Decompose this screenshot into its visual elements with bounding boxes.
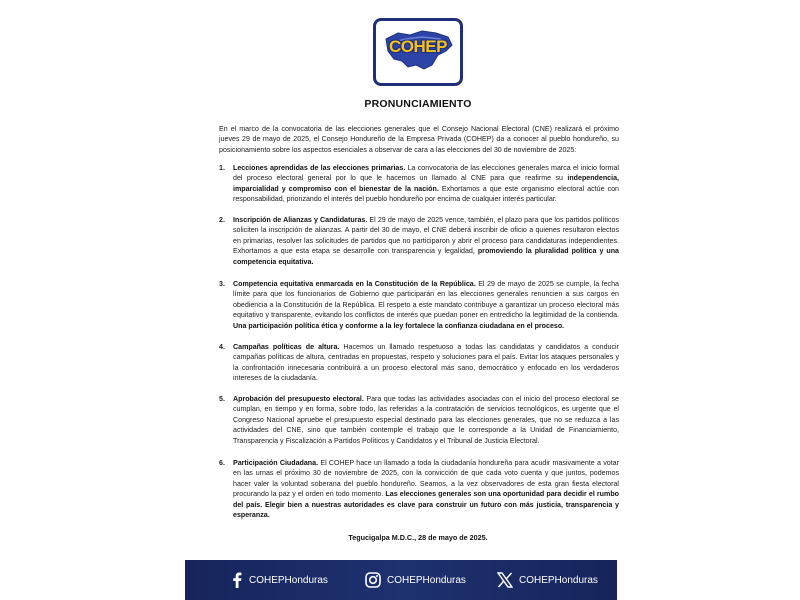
item-bold-text: promoviendo la pluralidad política y una competencia equitativa. <box>233 247 620 266</box>
list-item <box>219 279 619 331</box>
cohep-logo <box>373 18 463 86</box>
instagram-link[interactable] <box>365 571 466 589</box>
x-handle: COHEPHonduras <box>519 574 598 586</box>
item-heading: Competencia equitativa enmarcada en la Constitución de la República. <box>233 280 476 288</box>
item-text: Exhortamos a que este organismo electoral actúe con responsabilidad, priorizando el interés del pueblo hondureño por encima de cualquier interés particular. <box>233 184 620 204</box>
item-bold-text: Las elecciones generales son una oportunidad para decidir el rumbo del país. Elegir bien a nuestras autoridades es clave para construir un futuro con más justicia, transparencia y esperanza. <box>233 490 619 520</box>
item-text: El COHEP hace un llamado a toda la ciudadanía hondureña para acudir masivamente a votar en las urnas el próximo 30 de noviembre de 2025, con la convicción de que cada voto cuenta y que juntos, podemos hacer valer la voluntad soberana del pueblo hondureño. Seamos, a la vez observadores de esta gran fiesta electoral procurando la paz y el orden en todo momento. <box>233 459 619 499</box>
intro-paragraph: En el marco de la convocatoria de las elecciones generales que el Consejo Nacional Electoral (CNE) realizará el próximo jueves 29 de mayo de 2025, el Consejo Hondureño de la Empresa Privada (COHEP) da a conocer al pueblo hondureño, su posicionamiento sobre los aspectos esenciales a observar de cara a las elecciones del 30 de noviembre de 2025: <box>219 125 619 154</box>
item-bold-text: independencia, imparcialidad y compromiso con el bienestar de la nación. <box>233 174 619 193</box>
list-item <box>219 215 619 267</box>
instagram-handle: COHEPHonduras <box>387 574 466 586</box>
facebook-handle: COHEPHonduras <box>249 574 328 586</box>
item-number: 3. <box>219 280 225 288</box>
item-number: 1. <box>219 164 225 172</box>
item-text: Hacemos un llamado respetuoso a todas las candidatas y candidatos a conducir campañas políticas de altura, centradas en propuestas, respeto y soluciones para el país. Evitar los ataques personales y la confrontación innecesaria contribuirá a un proceso electoral más sano, democrático y enfocado en los verdaderos intereses de la ciudadanía. <box>233 343 619 383</box>
item-heading: Inscripción de Alianzas y Candidaturas. <box>233 216 368 224</box>
item-text: Para que todas las actividades asociadas con el inicio del proceso electoral se cumplan, en tiempo y en forma, sobre todo, las referidas a la contratación de servicios tecnológicos, es urgente que el Congreso Nacional apruebe el presupuesto especial destinado para las elecciones generales, que no se reduzca a las actividades del CNE, sino que también contemple el trabajo que le corresponde a la Unidad de Financiamiento, Transparencia y Fiscalización a Partidos Políticos y Candidatos y el Tribunal de Justicia Electoral. <box>233 395 619 445</box>
item-heading: Campañas políticas de altura. <box>233 343 340 351</box>
item-number: 2. <box>219 216 225 224</box>
item-heading: Participación Ciudadana. <box>233 459 319 467</box>
item-number: 4. <box>219 343 225 351</box>
item-heading: Lecciones aprendidas de las elecciones primarias. <box>233 164 406 172</box>
item-text: La convocatoria de las elecciones generales marca el inicio formal del proceso electoral general por lo que le hacemos un llamado al CNE para que reafirme su <box>233 164 619 183</box>
social-footer <box>185 560 617 600</box>
page-title: PRONUNCIAMIENTO <box>364 98 472 110</box>
x-icon <box>497 572 513 588</box>
item-heading: Aprobación del presupuesto electoral. <box>233 395 364 403</box>
list-item <box>219 163 619 205</box>
x-link[interactable] <box>497 571 598 589</box>
list-item <box>219 394 619 446</box>
list-item <box>219 342 619 384</box>
facebook-link[interactable] <box>231 571 328 589</box>
instagram-icon <box>365 572 381 588</box>
item-text: El 29 de mayo de 2025 se cumple, la fecha límite para que los funcionarios de Gobierno que participarán en las elecciones generales renuncien a sus cargos en obediencia a la Constitución de la República. El respeto a este mandato contribuye a garantizar un proceso electoral más equitativo y transparente, evitando los conflictos de interés que puedan poner en entredicho la legitimidad de la contienda. <box>233 280 619 320</box>
item-number: 6. <box>219 459 225 467</box>
signoff-date: Tegucigalpa M.D.C., 28 de mayo de 2025. <box>348 533 488 542</box>
logo-wordmark: COHEP <box>389 37 447 56</box>
item-number: 5. <box>219 395 225 403</box>
list-item <box>219 458 619 520</box>
item-bold-text: Una participación política ética y conforme a la ley fortalece la confianza ciudadana en el proceso. <box>233 321 565 330</box>
item-text: El 29 de mayo de 2025 vence, también, el plazo para que los partidos políticos soliciten la inscripción de alianzas. A partir del 30 de mayo, el CNE deberá inscribir de oficio a quienes resultaron electos en primarias, resolver las solicitudes de partidos que no participaron y abrir el proceso para candidaturas independientes. Exhortamos a que esta etapa se desarrolle con transparencia y legalidad, <box>233 216 619 256</box>
facebook-icon <box>231 572 243 588</box>
